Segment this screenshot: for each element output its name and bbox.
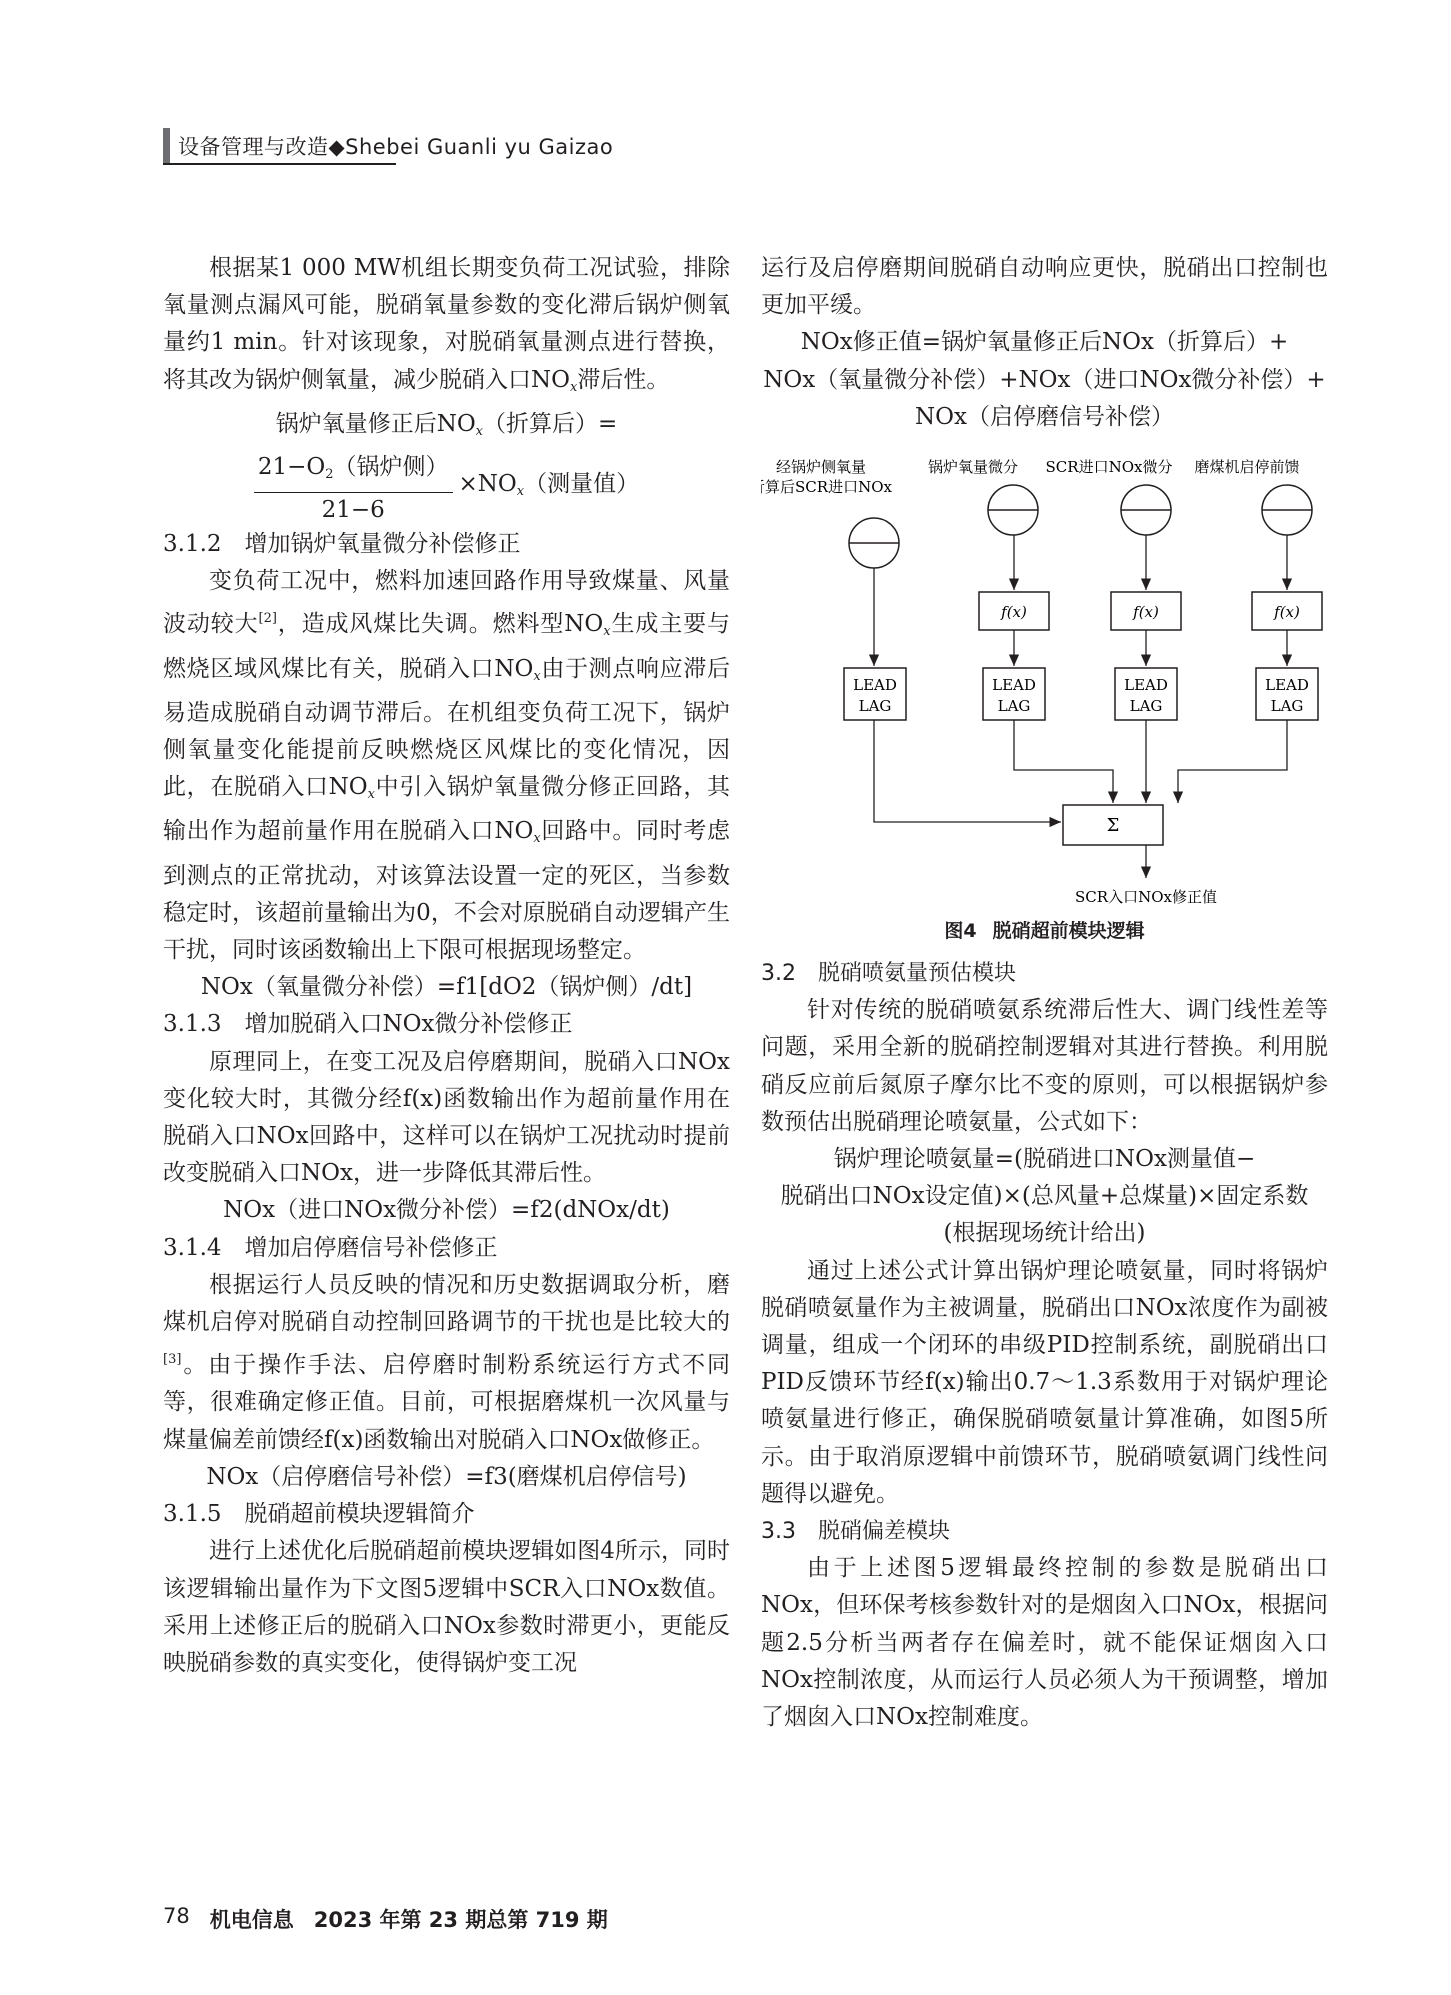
fx-label-2: f(x) bbox=[1001, 603, 1027, 621]
lead-label-1: LEAD bbox=[853, 676, 897, 694]
lag-label-2: LAG bbox=[997, 697, 1031, 715]
equation: 锅炉氧量修正后$NO_x$（折算后）= bbox=[275, 410, 618, 439]
lag-label-1: LAG bbox=[858, 697, 892, 715]
equation: NOx（氧量微分补偿）+NOx（进口NOx微分补偿）+ bbox=[763, 366, 1326, 393]
paragraph: 进行上述优化后脱硝超前模块逻辑如图4所示，同时该逻辑输出量作为下文图5逻辑中SCR入口NOx数值。采用上述修正后的脱硝入口NOx参数时滞更小，更能反映脱硝参数的真实变化，使得锅炉变工况 bbox=[163, 1538, 730, 1676]
sum-label: Σ bbox=[1106, 815, 1120, 836]
figure-4 bbox=[761, 450, 1328, 940]
input-label-1b: 折算后SCR进口NOx bbox=[761, 478, 892, 496]
header-rule bbox=[163, 163, 396, 165]
paragraph: 通过上述公式计算出锅炉理论喷氨量，同时将锅炉脱硝喷氨量作为主被调量，脱硝出口NOx浓度作为副被调量，组成一个闭环的串级PID控制系统，副脱硝出口PID反馈环节经f(x)输出0.7～1.3系数用于对锅炉理论喷氨量进行修正，确保脱硝喷氨量计算准确，如图5所示。由于取消原逻辑中前馈环节，脱硝喷氨调门线性问题得以避免。 bbox=[761, 1257, 1328, 1507]
paragraph: 变负荷工况中，燃料加速回路作用导致煤量、风量波动较大[2]，造成风煤比失调。燃料型$NO_x$生成主要与燃烧区域风煤比有关，脱硝入口$NO_x$由于测点响应滞后易造成脱硝自动调节滞后。在机组变负荷工况下，锅炉侧氧量变化能提前反映燃烧区风煤比的变化情况，因此，在脱硝入口$NO_x$中引入锅炉氧量微分修正回路，其输出作为超前量作用在脱硝入口$NO_x$回路中。同时考虑到测点的正常扰动，对该算法设置一定的死区，当参数稳定时，该超前量输出为0，不会对原脱硝自动逻辑产生干扰，同时该函数输出上下限可根据现场整定。 bbox=[163, 568, 731, 964]
section-heading: 3.1.5 脱硝超前模块逻辑简介 bbox=[163, 1501, 475, 1528]
page-number: 78 bbox=[163, 1904, 190, 1928]
lag-label-4: LAG bbox=[1270, 697, 1304, 715]
section-heading: 3.3 脱硝偏差模块 bbox=[761, 1519, 950, 1545]
output-label: SCR入口NOx修正值 bbox=[1075, 888, 1217, 906]
equation: NOx（进口NOx微分补偿）=f2(dNOx/dt) bbox=[223, 1197, 670, 1224]
figure-caption: 图4 脱硝超前模块逻辑 bbox=[944, 920, 1145, 942]
lead-label-2: LEAD bbox=[992, 676, 1036, 694]
section-heading: 3.1.2 增加锅炉氧量微分补偿修正 bbox=[163, 531, 521, 558]
right-column-top bbox=[761, 250, 1328, 436]
paragraph: 根据某1 000 MW机组长期变负荷工况试验，排除氧量测点漏风可能，脱硝氧量参数的变化滞后锅炉侧氧量约1 min。针对该现象，对脱硝氧量测点进行替换，将其改为锅炉侧氧量，减少脱硝入口$NO_x$滞后性。 bbox=[163, 255, 730, 395]
paragraph: 运行及启停磨期间脱硝自动响应更快，脱硝出口控制也更加平缓。 bbox=[761, 255, 1328, 319]
equation: 脱硝出口NOx设定值)×(总风量+总煤量)×固定系数 bbox=[780, 1183, 1309, 1210]
section-heading: 3.2 脱硝喷氨量预估模块 bbox=[761, 961, 1016, 986]
section-heading: 3.1.4 增加启停磨信号补偿修正 bbox=[163, 1234, 498, 1261]
equation: NOx修正值=锅炉氧量修正后NOx（折算后）+ bbox=[800, 329, 1289, 356]
input-label-2: 锅炉氧量微分 bbox=[927, 458, 1019, 476]
logic-diagram bbox=[761, 450, 1328, 910]
arrow-to-sum-1 bbox=[874, 720, 1061, 822]
arrow-to-sum-4 bbox=[1178, 720, 1287, 803]
lag-label-3: LAG bbox=[1129, 697, 1163, 715]
lead-label-3: LEAD bbox=[1124, 676, 1168, 694]
input-label-4: 磨煤机启停前馈 bbox=[1194, 458, 1300, 476]
right-column-bottom bbox=[761, 955, 1328, 1736]
paragraph: 由于上述图5逻辑最终控制的参数是脱硝出口NOx，但环保考核参数针对的是烟囱入口NOx，根据问题2.5分析当两者存在偏差时，就不能保证烟囱入口NOx控制浓度，从而运行人员必须人为干预调整，增加了烟囱入口NOx控制难度。 bbox=[761, 1555, 1328, 1731]
left-column bbox=[163, 250, 730, 1682]
lead-label-4: LEAD bbox=[1265, 676, 1309, 694]
equation: NOx（氧量微分补偿）=f1[dO2（锅炉侧）/dt] bbox=[200, 974, 693, 1001]
input-label-3: SCR进口NOx微分 bbox=[1045, 458, 1173, 476]
equation: NOx（启停磨信号补偿） bbox=[915, 403, 1174, 430]
page-footer bbox=[163, 1904, 608, 1934]
running-header bbox=[163, 128, 613, 164]
paragraph: 根据运行人员反映的情况和历史数据调取分析，磨煤机启停对脱硝自动控制回路调节的干扰也是比较大的[3]。由于操作手法、启停磨时制粉系统运行方式不同等，很难确定修正值。目前，可根据磨煤机一次风量与煤量偏差前馈经f(x)函数输出对脱硝入口NOx做修正。 bbox=[163, 1271, 730, 1453]
journal-name: 机电信息 bbox=[209, 1908, 294, 1932]
arrow-to-sum-2 bbox=[1014, 720, 1113, 803]
equation: (根据现场统计给出) bbox=[943, 1220, 1146, 1247]
paragraph: 针对传统的脱硝喷氨系统滞后性大、调门线性差等问题，采用全新的脱硝控制逻辑对其进行替换。利用脱硝反应前后氮原子摩尔比不变的原则，可以根据锅炉参数预估出脱硝理论喷氨量，公式如下： bbox=[761, 997, 1328, 1135]
equation: 锅炉理论喷氨量=(脱硝进口NOx测量值− bbox=[833, 1146, 1256, 1173]
equation: NOx（启停磨信号补偿）=f3(磨煤机启停信号) bbox=[206, 1463, 687, 1490]
section-heading: 3.1.3 增加脱硝入口NOx微分补偿修正 bbox=[163, 1011, 573, 1038]
fx-label-4: f(x) bbox=[1274, 603, 1300, 621]
paragraph: 原理同上，在变工况及启停磨期间，脱硝入口NOx变化较大时，其微分经f(x)函数输出作为超前量作用在脱硝入口NOx回路中，这样可以在锅炉工况扰动时提前改变脱硝入口NOx，进一步降低其滞后性。 bbox=[163, 1048, 730, 1187]
header-bar bbox=[163, 128, 170, 164]
header-title: 设备管理与改造◆Shebei Guanli yu Gaizao bbox=[178, 135, 614, 159]
fraction-equation: $\frac{\text{21−O2（锅炉侧）}}{21-6}$ $\times NO_x$（测量值） bbox=[163, 450, 730, 526]
fx-label-3: f(x) bbox=[1133, 603, 1159, 621]
issue-info: 2023 年第 23 期总第 719 期 bbox=[313, 1908, 608, 1932]
input-label-1a: 经锅炉侧氧量 bbox=[775, 458, 867, 476]
